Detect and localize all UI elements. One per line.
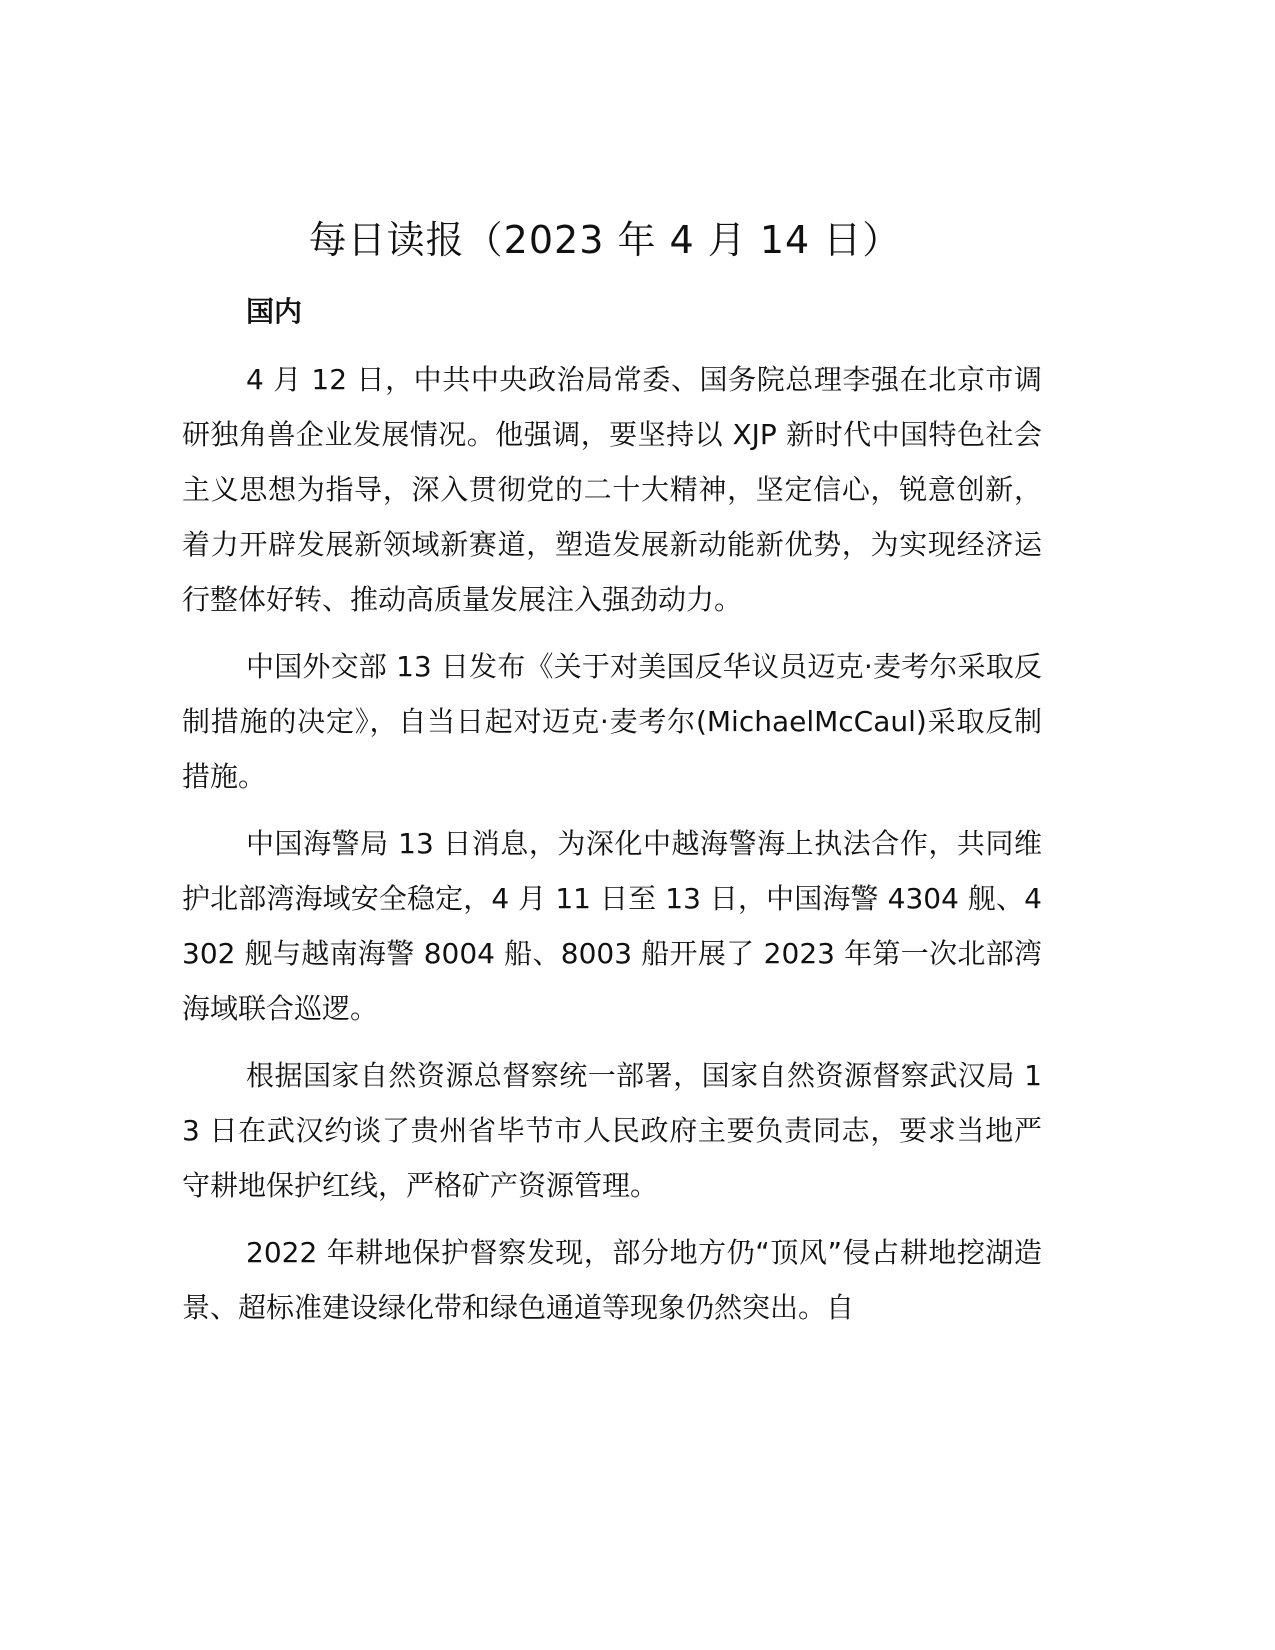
document-body	[182, 284, 1042, 1347]
paragraph-resource-inspection: 根据国家自然资源总督察统一部署，国家自然资源督察武汉局 13 日在武汉约谈了贵州省毕节市人民政府主要负责同志，要求当地严守耕地保护红线，严格矿产资源管理。	[182, 1059, 1042, 1202]
paragraph-countermeasures: 中国外交部 13 日发布《关于对美国反华议员迈克·麦考尔采取反制措施的决定》，自当日起对迈克·麦考尔(MichaelMcCaul)采取反制措施。	[182, 650, 1042, 793]
section-heading-domestic: 国内	[246, 295, 303, 328]
document-title: 每日读报（2023 年 4 月 14 日）	[308, 218, 902, 262]
paragraph-farmland-protection: 2022 年耕地保护督察发现，部分地方仍“顶风”侵占耕地挖湖造景、超标准建设绿化带和绿色通道等现象仍然突出。自	[182, 1236, 1042, 1324]
paragraph-coast-guard-patrol: 中国海警局 13 日消息，为深化中越海警海上执法合作，共同维护北部湾海域安全稳定，4 月 11 日至 13 日，中国海警 4304 舰、4302 舰与越南海警 8004 船、8003 船开展了 2023 年第一次北部湾海域联合巡逻。	[182, 827, 1042, 1025]
paragraph-premier-research: 4 月 12 日，中共中央政治局常委、国务院总理李强在北京市调研独角兽企业发展情况。他强调，要坚持以 XJP 新时代中国特色社会主义思想为指导，深入贯彻党的二十大精神，坚定信心，锐意创新，着力开辟发展新领域新赛道，塑造发展新动能新优势，为实现经济运行整体好转、推动高质量发展注入强劲动力。	[182, 363, 1042, 616]
